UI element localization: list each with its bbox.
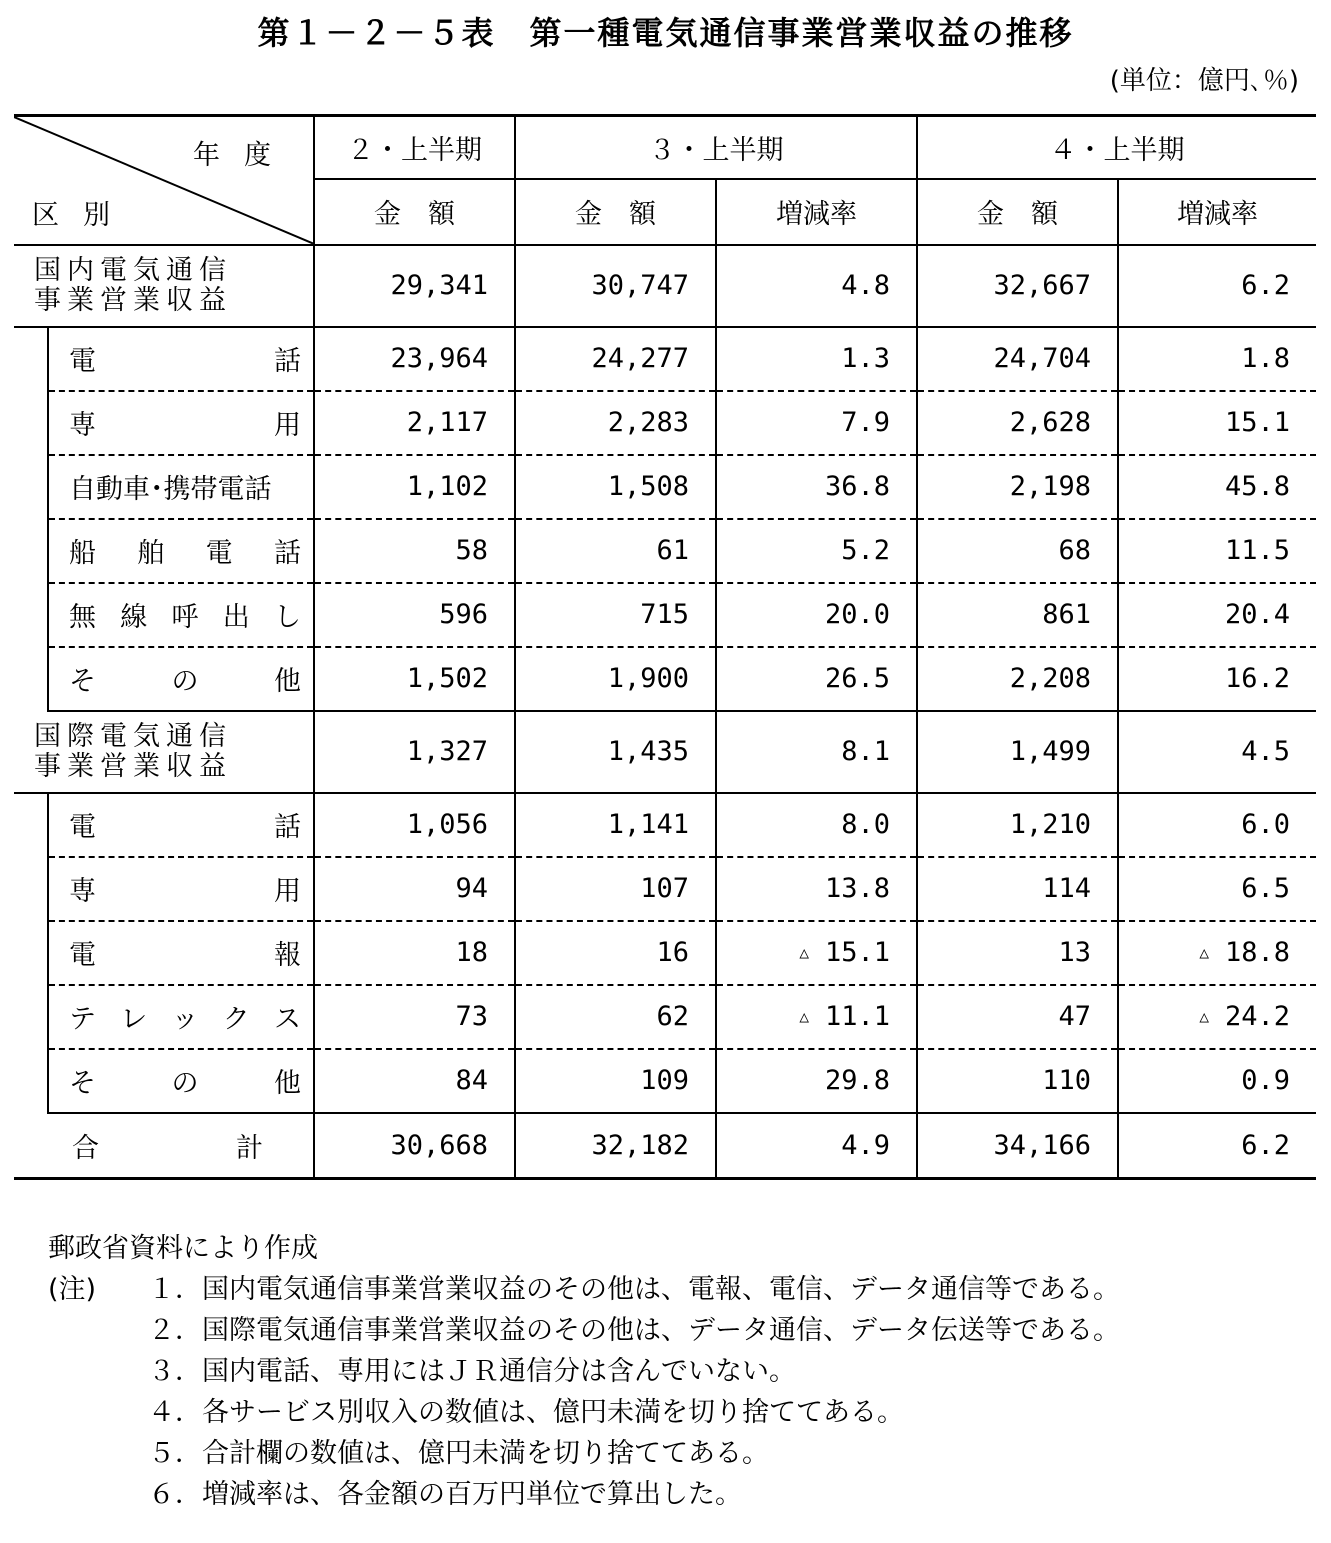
value-3-amount: 24,277 — [515, 327, 716, 391]
label-char: テ — [69, 1004, 96, 1035]
table-row — [14, 647, 1316, 711]
value-3-rate: 26.5 — [716, 647, 917, 711]
total-label-text — [72, 1126, 263, 1165]
decrease-mark: △ — [1199, 1007, 1209, 1026]
value-4-amount: 24,704 — [917, 327, 1118, 391]
row-label — [48, 1049, 314, 1113]
decrease-mark: △ — [1199, 943, 1209, 962]
note-text: ６．増減率は、各金額の百万円単位で算出した。 — [148, 1479, 742, 1510]
label-char: 他 — [274, 666, 301, 697]
value-3-rate: △ 11.1 — [716, 985, 917, 1049]
group-label-line2: 事業営業収益 — [34, 750, 232, 782]
value-2-amount: 18 — [314, 921, 515, 985]
group-row — [14, 711, 1316, 793]
header-rate: 増減率 — [1118, 179, 1316, 245]
row-label-text — [69, 595, 301, 634]
note-prefix — [48, 1474, 148, 1515]
value-4-rate: △ 18.8 — [1118, 921, 1316, 985]
value-4-amount: 47 — [917, 985, 1118, 1049]
label-char: 呼 — [171, 602, 199, 633]
group-label-line1: 国内電気通信 — [34, 254, 232, 286]
value-2-amount: 29,341 — [314, 245, 515, 327]
header-year: 年度 — [193, 140, 295, 171]
label-char: 話 — [274, 346, 301, 377]
value-2-amount: 84 — [314, 1049, 515, 1113]
total-row — [14, 1113, 1316, 1179]
row-label-text — [69, 403, 301, 442]
indent-cell — [14, 921, 48, 985]
group-label-line1: 国際電気通信 — [34, 720, 232, 752]
value-4-amount: 110 — [917, 1049, 1118, 1113]
row-label-text — [69, 933, 301, 972]
value-2-amount: 58 — [314, 519, 515, 583]
value-3-amount: 1,508 — [515, 455, 716, 519]
header-category: 区別 — [32, 199, 134, 231]
value-3-amount: 62 — [515, 985, 716, 1049]
row-label-text — [69, 467, 301, 506]
value-4-amount: 1,499 — [917, 711, 1118, 793]
note-item — [48, 1310, 1120, 1351]
header-period-4: ４・上半期 — [917, 116, 1316, 179]
indent-cell — [14, 1049, 48, 1113]
note-item — [48, 1433, 1120, 1474]
value-3-amount: 1,900 — [515, 647, 716, 711]
value-4-rate: 45.8 — [1118, 455, 1316, 519]
value-3-amount: 107 — [515, 857, 716, 921]
note-prefix — [48, 1351, 148, 1392]
value-3-rate: 29.8 — [716, 1049, 917, 1113]
label-char: 他 — [274, 1068, 301, 1099]
value-3-amount: 1,141 — [515, 793, 716, 857]
table-row — [14, 857, 1316, 921]
label-char: の — [171, 666, 199, 697]
row-label-text — [69, 997, 301, 1036]
label-char: 用 — [274, 410, 301, 441]
value-3-amount: 2,283 — [515, 391, 716, 455]
row-label — [48, 519, 314, 583]
label-char: し — [274, 602, 301, 633]
value-4-amount: 68 — [917, 519, 1118, 583]
value-3-amount: 715 — [515, 583, 716, 647]
note-prefix — [48, 1433, 148, 1474]
indent-cell — [14, 327, 48, 391]
header-amount: 金 額 — [917, 179, 1118, 245]
note-item — [48, 1269, 1120, 1310]
label-char: 電 — [205, 538, 233, 569]
label-char: 舶 — [137, 538, 165, 569]
indent-cell — [14, 391, 48, 455]
table-title: 第１－２－５表 第一種電気通信事業営業収益の推移 — [257, 14, 1074, 52]
value-4-rate: 16.2 — [1118, 647, 1316, 711]
note-text: ５．合計欄の数値は、億円未満を切り捨ててある。 — [148, 1438, 769, 1469]
row-label — [48, 921, 314, 985]
label-char: 用 — [274, 876, 301, 907]
value-4-rate: 0.9 — [1118, 1049, 1316, 1113]
decrease-mark: △ — [799, 1007, 809, 1026]
total-label — [14, 1113, 314, 1179]
value-3-rate: 4.9 — [716, 1113, 917, 1179]
value-3-amount: 109 — [515, 1049, 716, 1113]
label-char: 話 — [273, 538, 301, 569]
header-amount: 金 額 — [314, 179, 515, 245]
value-4-rate: 6.5 — [1118, 857, 1316, 921]
value-2-amount: 73 — [314, 985, 515, 1049]
indent-cell — [14, 857, 48, 921]
label-char: 専 — [69, 876, 96, 907]
row-label-text — [69, 1061, 301, 1100]
value-3-rate: 5.2 — [716, 519, 917, 583]
value-4-rate: 20.4 — [1118, 583, 1316, 647]
value-3-rate: △ 15.1 — [716, 921, 917, 985]
value-2-amount: 2,117 — [314, 391, 515, 455]
label-char: 合 — [72, 1132, 99, 1164]
value-3-amount: 16 — [515, 921, 716, 985]
value-2-amount: 1,102 — [314, 455, 515, 519]
note-item — [48, 1351, 1120, 1392]
label-char: ク — [222, 1004, 250, 1035]
value-3-rate: 13.8 — [716, 857, 917, 921]
label-char: 電 — [69, 940, 96, 971]
header-period-2: ２・上半期 — [314, 116, 515, 179]
label-char: 話 — [274, 812, 301, 843]
value-4-rate: 6.2 — [1118, 245, 1316, 327]
table-row — [14, 985, 1316, 1049]
value-2-amount: 30,668 — [314, 1113, 515, 1179]
value-3-rate: 8.0 — [716, 793, 917, 857]
value-4-rate: 15.1 — [1118, 391, 1316, 455]
label-char: ス — [274, 1004, 301, 1035]
value-4-amount: 2,208 — [917, 647, 1118, 711]
corner-header — [14, 116, 314, 245]
note-item — [48, 1474, 1120, 1515]
value-4-amount: 13 — [917, 921, 1118, 985]
table-row — [14, 1049, 1316, 1113]
value-4-rate: 11.5 — [1118, 519, 1316, 583]
label-char: 報 — [274, 940, 301, 971]
notes — [48, 1228, 1120, 1515]
row-label-text — [69, 531, 301, 570]
value-4-amount: 861 — [917, 583, 1118, 647]
header-period-3: ３・上半期 — [515, 116, 917, 179]
label-char: 専 — [69, 410, 96, 441]
value-3-amount: 30,747 — [515, 245, 716, 327]
label-char: 電 — [69, 346, 96, 377]
value-3-rate: 8.1 — [716, 711, 917, 793]
value-2-amount: 94 — [314, 857, 515, 921]
value-3-amount: 61 — [515, 519, 716, 583]
value-4-rate: 6.0 — [1118, 793, 1316, 857]
indent-cell — [14, 455, 48, 519]
value-4-rate: 6.2 — [1118, 1113, 1316, 1179]
row-label — [48, 647, 314, 711]
table-row — [14, 391, 1316, 455]
label-char: ッ — [171, 1004, 199, 1035]
value-4-rate: 4.5 — [1118, 711, 1316, 793]
row-label — [48, 583, 314, 647]
row-label — [48, 327, 314, 391]
group-label-line2: 事業営業収益 — [34, 284, 232, 316]
group-label — [14, 711, 314, 793]
row-label-text — [69, 869, 301, 908]
value-4-amount: 2,198 — [917, 455, 1118, 519]
value-3-rate: 20.0 — [716, 583, 917, 647]
group-label — [14, 245, 314, 327]
table-row — [14, 921, 1316, 985]
row-label — [48, 857, 314, 921]
indent-cell — [14, 985, 48, 1049]
value-2-amount: 1,502 — [314, 647, 515, 711]
header-amount: 金 額 — [515, 179, 716, 245]
row-label-text — [69, 659, 301, 698]
decrease-mark: △ — [799, 943, 809, 962]
value-4-amount: 32,667 — [917, 245, 1118, 327]
value-2-amount: 23,964 — [314, 327, 515, 391]
indent-cell — [14, 793, 48, 857]
value-4-amount: 34,166 — [917, 1113, 1118, 1179]
label-char: 無 — [69, 602, 96, 633]
label-char: 船 — [69, 538, 96, 569]
label-char: 自動車･携帯電話 — [69, 474, 272, 505]
note-text: ４．各サービス別収入の数値は、億円未満を切り捨ててある。 — [148, 1397, 904, 1428]
value-4-amount: 2,628 — [917, 391, 1118, 455]
row-label — [48, 793, 314, 857]
value-4-amount: 114 — [917, 857, 1118, 921]
value-2-amount: 1,327 — [314, 711, 515, 793]
note-text: ２．国際電気通信事業営業収益のその他は、データ通信、データ伝送等である。 — [148, 1315, 1120, 1346]
indent-cell — [14, 519, 48, 583]
note-prefix: (注) — [48, 1274, 97, 1305]
row-label — [48, 455, 314, 519]
label-char: 計 — [236, 1132, 263, 1164]
label-char: 線 — [120, 602, 148, 633]
row-label — [48, 391, 314, 455]
value-3-rate: 1.3 — [716, 327, 917, 391]
label-char: レ — [120, 1004, 148, 1035]
value-3-rate: 7.9 — [716, 391, 917, 455]
header-rate: 増減率 — [716, 179, 917, 245]
row-label-text — [69, 805, 301, 844]
table-row — [14, 793, 1316, 857]
value-3-amount: 32,182 — [515, 1113, 716, 1179]
value-4-amount: 1,210 — [917, 793, 1118, 857]
value-2-amount: 596 — [314, 583, 515, 647]
table-row — [14, 327, 1316, 391]
value-3-rate: 36.8 — [716, 455, 917, 519]
note-text: １．国内電気通信事業営業収益のその他は、電報、電信、データ通信等である。 — [148, 1274, 1120, 1305]
source-note: 郵政省資料により作成 — [48, 1233, 318, 1264]
value-4-rate: △ 24.2 — [1118, 985, 1316, 1049]
value-3-rate: 4.8 — [716, 245, 917, 327]
row-label-text — [69, 339, 301, 378]
row-label — [48, 985, 314, 1049]
indent-cell — [14, 647, 48, 711]
table-row — [14, 519, 1316, 583]
table-row — [14, 583, 1316, 647]
table-row — [14, 455, 1316, 519]
label-char: の — [171, 1068, 199, 1099]
label-char: そ — [69, 1068, 96, 1099]
note-prefix — [48, 1392, 148, 1433]
unit-label: (単位：億円､％) — [1109, 66, 1299, 96]
label-char: 電 — [69, 812, 96, 843]
note-text: ３．国内電話、専用にはＪＲ通信分は含んでいない。 — [148, 1356, 796, 1387]
note-item — [48, 1392, 1120, 1433]
value-2-amount: 1,056 — [314, 793, 515, 857]
label-char: そ — [69, 666, 96, 697]
revenue-table — [14, 114, 1316, 1180]
value-4-rate: 1.8 — [1118, 327, 1316, 391]
label-char: 出 — [222, 602, 250, 633]
note-prefix — [48, 1310, 148, 1351]
indent-cell — [14, 583, 48, 647]
group-row — [14, 245, 1316, 327]
value-3-amount: 1,435 — [515, 711, 716, 793]
